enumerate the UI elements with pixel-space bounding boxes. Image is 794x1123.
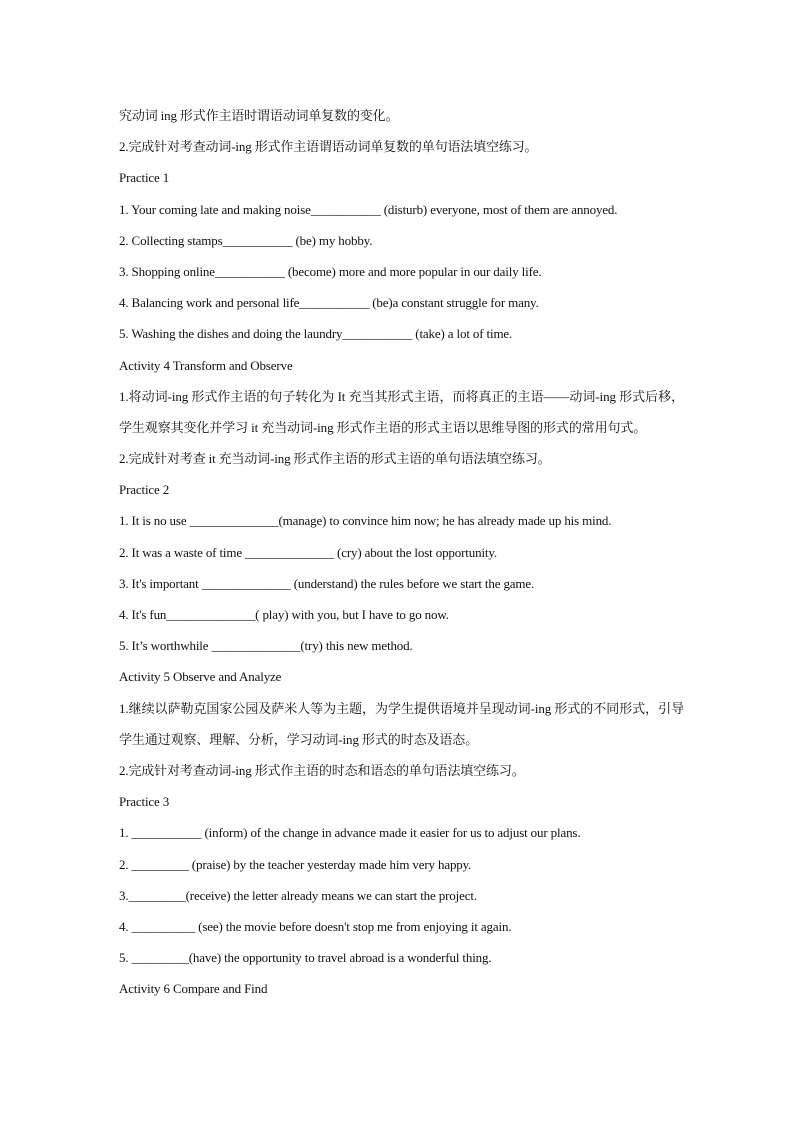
activity-heading: Activity 5 Observe and Analyze [119, 669, 282, 685]
activity-heading: Activity 4 Transform and Observe [119, 357, 293, 373]
exercise-item: 4. Balancing work and personal life___________ (be)a constant struggle for many. [119, 295, 539, 311]
instruction-line: 2.完成针对考查 it 充当动词-ing 形式作主语的形式主语的单句语法填空练习。 [119, 451, 551, 467]
instruction-line: 2.完成针对考查动词-ing 形式作主语谓语动词单复数的单句语法填空练习。 [119, 139, 538, 155]
instruction-paragraph: 1.将动词-ing 形式作主语的句子转化为 It 充当其形式主语，而将真正的主语——动词-ing 形式后移，学生观察其变化并学习 it 充当动词-ing 形式作主语的形式主语以思维导图的形式的常用句式。 [119, 388, 684, 435]
exercise-item: 5. _________(have) the opportunity to travel abroad is a wonderful thing. [119, 950, 492, 966]
exercise-item: 1. ___________ (inform) of the change in advance made it easier for us to adjust our plans. [119, 825, 581, 841]
exercise-item: 2. It was a waste of time ______________ (cry) about the lost opportunity. [119, 544, 497, 560]
exercise-item: 4. It's fun______________( play) with you, but I have to go now. [119, 607, 449, 623]
exercise-item: 3._________(receive) the letter already means we can start the project. [119, 887, 477, 903]
section-heading: Practice 1 [119, 170, 170, 186]
exercise-item: 2. _________ (praise) by the teacher yesterday made him very happy. [119, 856, 472, 872]
exercise-item: 3. It's important ______________ (understand) the rules before we start the game. [119, 575, 535, 591]
activity-heading: Activity 6 Compare and Find [119, 981, 268, 997]
document-page [119, 100, 684, 1005]
exercise-item: 1. It is no use ______________(manage) to convince him now; he has already made up his mind. [119, 513, 612, 529]
instruction-paragraph: 1.继续以萨勒克国家公园及萨米人等为主题，为学生提供语境并呈现动词-ing 形式的不同形式，引导学生通过观察、理解、分析，学习动词-ing 形式的时态及语态。 [119, 700, 684, 747]
section-heading: Practice 3 [119, 794, 170, 810]
exercise-item: 2. Collecting stamps___________ (be) my hobby. [119, 232, 373, 248]
text-line: 究动词 ing 形式作主语时谓语动词单复数的变化。 [119, 108, 399, 123]
instruction-line: 2.完成针对考查动词-ing 形式作主语的时态和语态的单句语法填空练习。 [119, 763, 525, 778]
exercise-item: 3. Shopping online___________ (become) more and more popular in our daily life. [119, 263, 542, 279]
exercise-item: 5. Washing the dishes and doing the laundry___________ (take) a lot of time. [119, 326, 513, 342]
exercise-item: 4. __________ (see) the movie before doesn't stop me from enjoying it again. [119, 918, 512, 934]
exercise-item: 5. It’s worthwhile ______________(try) this new method. [119, 638, 413, 654]
section-heading: Practice 2 [119, 482, 170, 498]
exercise-item: 1. Your coming late and making noise___________ (disturb) everyone, most of them are annoyed. [119, 201, 618, 217]
